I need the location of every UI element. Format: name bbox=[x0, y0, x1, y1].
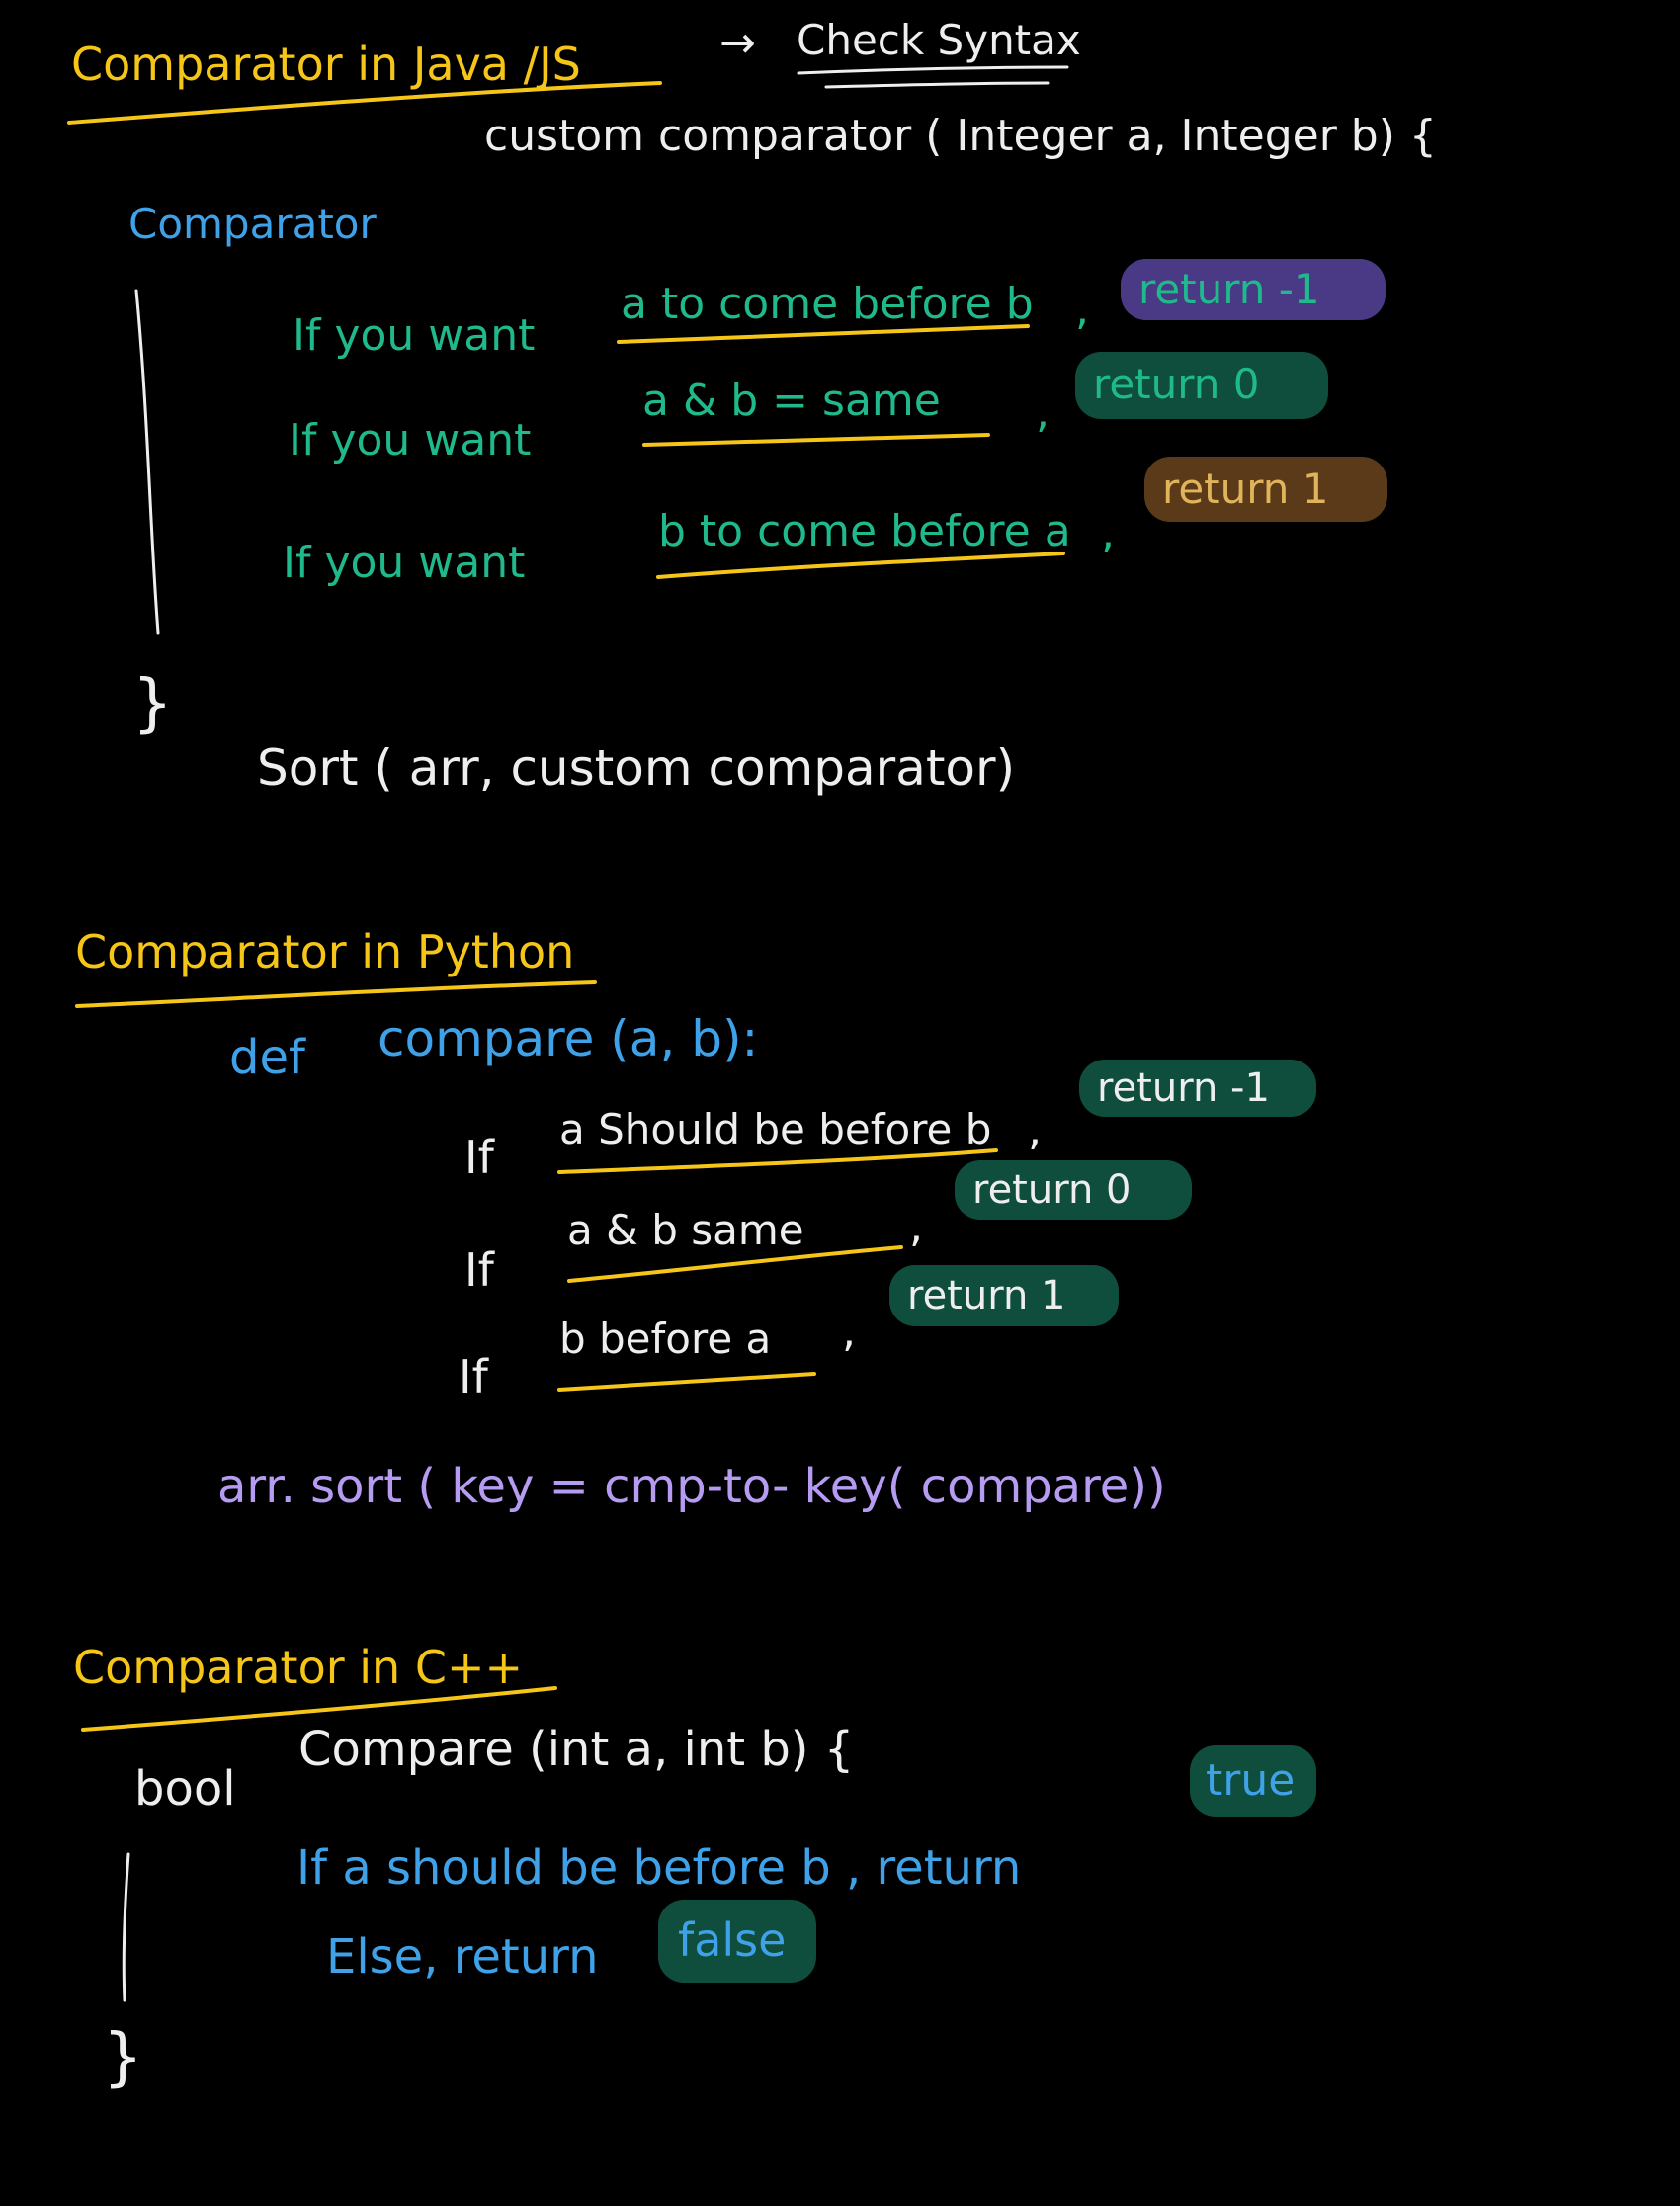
python-row-1-underline bbox=[559, 1150, 996, 1172]
java-row-1-condition: a to come before b bbox=[621, 279, 1034, 329]
java-row-1-sep: , bbox=[1075, 285, 1089, 335]
cpp-scope-bar bbox=[124, 1854, 128, 2000]
python-row-1-condition: a Should be before b bbox=[559, 1105, 992, 1153]
java-row-2-return: return 0 bbox=[1075, 352, 1328, 419]
cpp-signature: Compare (int a, int b) { bbox=[298, 1722, 855, 1777]
python-row-3-underline bbox=[559, 1374, 814, 1390]
python-row-2-return: return 0 bbox=[955, 1160, 1192, 1220]
python-row-2-sep: , bbox=[909, 1202, 923, 1252]
check-syntax-underline-1 bbox=[798, 67, 1067, 73]
python-heading: Comparator in Python bbox=[75, 925, 575, 978]
python-row-1-sep: , bbox=[1028, 1105, 1042, 1155]
java-row-3-condition: b to come before a bbox=[658, 506, 1071, 556]
java-row-1-prefix: If you want bbox=[293, 310, 536, 361]
check-syntax-note: Check Syntax bbox=[797, 16, 1081, 64]
java-heading: Comparator in Java /JS bbox=[71, 38, 581, 91]
java-row-1-return: return -1 bbox=[1121, 259, 1386, 320]
java-scope-bar bbox=[136, 291, 158, 633]
bool-keyword: bool bbox=[134, 1761, 236, 1817]
java-row-2-underline bbox=[644, 435, 988, 445]
python-row-2-prefix: If bbox=[464, 1243, 494, 1297]
arrow-icon: → bbox=[719, 18, 756, 68]
def-keyword: def bbox=[229, 1030, 305, 1085]
python-row-3-prefix: If bbox=[459, 1350, 488, 1403]
python-sort-call: arr. sort ( key = cmp-to- key( compare)) bbox=[217, 1459, 1166, 1514]
python-row-2-condition: a & b same bbox=[567, 1206, 804, 1254]
python-row-3-sep: , bbox=[842, 1307, 856, 1357]
java-row-2-sep: , bbox=[1036, 387, 1050, 438]
java-row-2-prefix: If you want bbox=[289, 415, 532, 466]
python-signature: compare (a, b): bbox=[378, 1010, 759, 1067]
python-row-3-condition: b before a bbox=[559, 1315, 772, 1363]
python-row-1-prefix: If bbox=[464, 1131, 494, 1184]
java-row-2-condition: a & b = same bbox=[642, 376, 941, 426]
cpp-line-1: If a should be before b , return bbox=[296, 1840, 1022, 1896]
comparator-keyword: Comparator bbox=[128, 200, 377, 248]
cpp-line-1-return: true bbox=[1190, 1745, 1316, 1817]
java-row-3-sep: , bbox=[1101, 508, 1115, 558]
java-row-3-prefix: If you want bbox=[283, 538, 526, 588]
java-row-3-underline bbox=[658, 553, 1063, 577]
java-signature: custom comparator ( Integer a, Integer b) { bbox=[484, 111, 1437, 161]
python-heading-underline bbox=[77, 982, 595, 1006]
python-row-1-return: return -1 bbox=[1079, 1060, 1316, 1117]
cpp-line-2-return: false bbox=[658, 1900, 816, 1983]
python-row-3-return: return 1 bbox=[889, 1265, 1119, 1326]
java-close-brace: } bbox=[132, 667, 173, 740]
cpp-line-2: Else, return bbox=[326, 1929, 599, 1985]
cpp-close-brace: } bbox=[103, 2021, 143, 2094]
java-row-3-return: return 1 bbox=[1144, 457, 1387, 522]
check-syntax-underline-2 bbox=[826, 83, 1048, 87]
java-sort-call: Sort ( arr, custom comparator) bbox=[257, 739, 1016, 797]
cpp-heading: Comparator in C++ bbox=[73, 1641, 524, 1694]
